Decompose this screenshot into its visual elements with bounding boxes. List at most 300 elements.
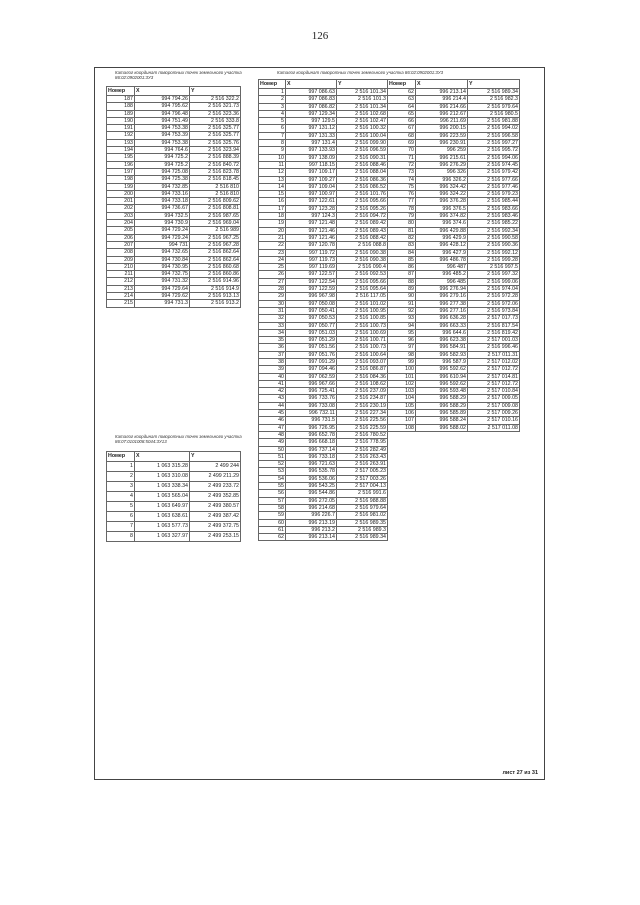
coord-x: 996 277.38 [416, 300, 468, 307]
coord-y: 2 516 987.65 [190, 212, 241, 219]
coord-y: 2 516 778.95 [337, 439, 388, 446]
coord-x: 997 121.48 [286, 220, 337, 227]
point-number: 90 [388, 293, 416, 300]
coord-x: 994 729.24 [135, 234, 190, 241]
coord-x: 994 733.16 [135, 190, 190, 197]
coord-x: 997 131.12 [286, 125, 337, 132]
coord-y: 2 516 979.42 [468, 169, 520, 176]
point-number: 92 [388, 307, 416, 314]
coord-y: 2 516 992.34 [468, 227, 520, 234]
coord-x: 996 663.33 [416, 322, 468, 329]
coord-x: 994 795.62 [135, 103, 190, 110]
coord-x: 996 485.2 [416, 271, 468, 278]
coord-y: 2 516 996.46 [468, 344, 520, 351]
table-row [107, 522, 241, 532]
table-row [259, 483, 388, 490]
coord-x: 996 427.9 [416, 249, 468, 256]
coord-x: 997 122.59 [286, 286, 337, 293]
point-number: 195 [107, 154, 135, 161]
coord-y: 2 516 090.38 [337, 256, 388, 263]
table-row [259, 322, 388, 329]
coord-y: 2 516 263.91 [337, 461, 388, 468]
table-row [388, 220, 520, 227]
coord-y: 2 499 352.85 [190, 492, 241, 502]
coord-y: 2 516 100.04 [337, 132, 388, 139]
table-row [107, 139, 241, 146]
point-number: 207 [107, 241, 135, 248]
coord-x: 997 100.97 [286, 191, 337, 198]
table-row [259, 519, 388, 526]
point-number: 189 [107, 110, 135, 117]
coord-y: 2 516 862.64 [190, 256, 241, 263]
table-row [107, 103, 241, 110]
coord-x: 994 732.65 [135, 249, 190, 256]
point-number: 67 [388, 125, 416, 132]
table-row [259, 497, 388, 504]
table-row [388, 140, 520, 147]
table-row [259, 256, 388, 263]
point-number: 69 [388, 140, 416, 147]
table-row [107, 198, 241, 205]
table-row [259, 242, 388, 249]
point-number: 9 [259, 147, 286, 154]
point-number: 106 [388, 410, 416, 417]
coord-y: 2 517 017.73 [468, 315, 520, 322]
point-number: 93 [388, 315, 416, 322]
table-row [388, 176, 520, 183]
coord-x: 996 486.78 [416, 256, 468, 263]
coord-x: 996 733.18 [286, 453, 337, 460]
coord-x: 996 652.78 [286, 431, 337, 438]
table-row [259, 213, 388, 220]
coord-x: 994 736.67 [135, 205, 190, 212]
coord-x: 994 796.48 [135, 110, 190, 117]
point-number: 193 [107, 139, 135, 146]
coord-x: 996 259 [416, 147, 468, 154]
coord-y: 2 516 860.86 [190, 271, 241, 278]
table-row [388, 147, 520, 154]
coord-x: 996 732.11 [286, 410, 337, 417]
table-row [259, 161, 388, 168]
point-number: 71 [388, 154, 416, 161]
coord-x: 994 751.49 [135, 117, 190, 124]
point-number: 1 [107, 462, 135, 472]
point-number: 17 [259, 205, 286, 212]
coord-x: 994 731.32 [135, 278, 190, 285]
table-row [107, 161, 241, 168]
coord-x: 997 123.28 [286, 205, 337, 212]
table-row [107, 234, 241, 241]
coord-x: 994 753.38 [135, 139, 190, 146]
point-number: 68 [388, 132, 416, 139]
coord-y: 2 516 992.12 [468, 249, 520, 256]
coord-y: 2 516 810 [190, 190, 241, 197]
table-row [259, 103, 388, 110]
point-number: 46 [259, 417, 286, 424]
coord-y: 2 517 012.72 [468, 366, 520, 373]
point-number: 37 [259, 351, 286, 358]
coord-x: 997 051.29 [286, 337, 337, 344]
coord-x: 996 585.89 [416, 410, 468, 417]
coord-y: 2 516 084.36 [337, 373, 388, 380]
coord-y: 2 516 323.94 [190, 147, 241, 154]
point-number: 108 [388, 424, 416, 431]
table-row [388, 417, 520, 424]
table-row [107, 482, 241, 492]
coord-x: 994 725.38 [135, 176, 190, 183]
table-row [259, 380, 388, 387]
coord-x: 996 721.63 [286, 461, 337, 468]
table-row [259, 402, 388, 409]
coord-x: 996 279.16 [416, 293, 468, 300]
table-row [259, 468, 388, 475]
point-number: 6 [107, 512, 135, 522]
table-row [259, 205, 388, 212]
coord-x: 996 733.76 [286, 395, 337, 402]
coord-y: 2 516 086.36 [337, 176, 388, 183]
table-row [107, 285, 241, 292]
point-number: 57 [259, 497, 286, 504]
table-row [259, 132, 388, 139]
table-row [388, 125, 520, 132]
header-y: Y [190, 452, 241, 462]
coord-y: 2 499 372.75 [190, 522, 241, 532]
point-number: 77 [388, 198, 416, 205]
coord-y: 2 516 985.44 [468, 198, 520, 205]
point-number: 4 [259, 110, 286, 117]
coord-y: 2 516 979.64 [337, 504, 388, 511]
coord-y: 2 517 005.23 [337, 468, 388, 475]
coord-y: 2 516 840.72 [190, 161, 241, 168]
coord-y: 2 516 862.64 [190, 249, 241, 256]
table-row [388, 286, 520, 293]
coord-y: 2 516 323.36 [190, 110, 241, 117]
table-row [388, 271, 520, 278]
coord-y: 2 516 089.43 [337, 227, 388, 234]
header-number: Номер [259, 80, 286, 89]
coord-y: 2 516 913.2 [190, 300, 241, 307]
coord-x: 994 753.38 [135, 125, 190, 132]
table-row [107, 492, 241, 502]
table-row [388, 110, 520, 117]
table-row [388, 227, 520, 234]
table-row [388, 366, 520, 373]
coord-y: 2 517 003.26 [337, 475, 388, 482]
table-row [388, 234, 520, 241]
coord-y: 2 516 100.71 [337, 337, 388, 344]
table-row [259, 227, 388, 234]
coord-y: 2 517 004.13 [337, 483, 388, 490]
coord-y: 2 516 969.04 [190, 220, 241, 227]
table-row [107, 96, 241, 103]
coord-y: 2 516 101.34 [337, 103, 388, 110]
coord-x: 996 326.2 [416, 176, 468, 183]
coord-y: 2 516 322.2 [190, 96, 241, 103]
table-row [107, 241, 241, 248]
table-row [388, 329, 520, 336]
coord-y: 2 517 010.16 [468, 417, 520, 424]
table-row [107, 154, 241, 161]
coord-y: 2 516 325.77 [190, 125, 241, 132]
coord-x: 1 063 315.28 [135, 462, 190, 472]
coord-y: 2 516 230.19 [337, 402, 388, 409]
coord-y: 2 516 818.45 [190, 176, 241, 183]
coord-y: 2 516 088.04 [337, 169, 388, 176]
coord-y: 2 516 989.35 [337, 519, 388, 526]
table-row [259, 453, 388, 460]
point-number: 23 [259, 249, 286, 256]
coord-x: 1 063 338.34 [135, 482, 190, 492]
point-number: 198 [107, 176, 135, 183]
coord-x: 994 729.64 [135, 285, 190, 292]
coord-y: 2 516 981.02 [337, 512, 388, 519]
coord-x: 996 214.68 [286, 504, 337, 511]
coord-x: 1 063 649.97 [135, 502, 190, 512]
table-row [259, 286, 388, 293]
coord-y: 2 516 983.66 [468, 205, 520, 212]
coord-y: 2 517 009.26 [468, 410, 520, 417]
coord-x: 996 588.02 [416, 424, 468, 431]
coord-x: 997 122.61 [286, 198, 337, 205]
point-number: 5 [107, 502, 135, 512]
coord-y: 2 516 979.23 [468, 191, 520, 198]
coord-y: 2 516 990.58 [468, 234, 520, 241]
point-number: 8 [107, 532, 135, 542]
coord-x: 997 051.03 [286, 329, 337, 336]
coord-y: 2 516 989.34 [468, 89, 520, 96]
table-row [107, 263, 241, 270]
coord-y: 2 516 090.38 [337, 249, 388, 256]
table-row [259, 300, 388, 307]
coord-x: 994 730.9 [135, 220, 190, 227]
coord-y: 2 516 972.28 [468, 293, 520, 300]
coord-x: 1 063 577.73 [135, 522, 190, 532]
table-row [107, 176, 241, 183]
point-number: 78 [388, 205, 416, 212]
point-number: 33 [259, 322, 286, 329]
coord-y: 2 516 994.02 [468, 125, 520, 132]
table-row [388, 380, 520, 387]
coord-x: 996 376.28 [416, 198, 468, 205]
coord-y: 2 516 819.42 [468, 329, 520, 336]
coord-x: 997 094.46 [286, 366, 337, 373]
coord-y: 2 516 995.72 [468, 147, 520, 154]
coord-y: 2 516 982.3 [468, 96, 520, 103]
table-row [388, 89, 520, 96]
coord-x: 996 588.24 [416, 417, 468, 424]
point-number: 4 [107, 492, 135, 502]
point-number: 3 [107, 482, 135, 492]
table-row [107, 117, 241, 124]
point-number: 2 [259, 96, 286, 103]
coord-x: 996 276.29 [416, 161, 468, 168]
table-row [388, 96, 520, 103]
point-number: 194 [107, 147, 135, 154]
coord-x: 997 121.46 [286, 234, 337, 241]
coord-x: 996 211.69 [416, 118, 468, 125]
point-number: 107 [388, 417, 416, 424]
point-number: 35 [259, 337, 286, 344]
header-number: Номер [107, 87, 135, 96]
table-row [259, 337, 388, 344]
point-number: 58 [259, 504, 286, 511]
header-number: Номер [388, 80, 416, 89]
point-number: 49 [259, 439, 286, 446]
coord-y: 2 516 100.85 [337, 315, 388, 322]
point-number: 82 [388, 234, 416, 241]
coord-y: 2 516 100.32 [337, 125, 388, 132]
point-number: 76 [388, 191, 416, 198]
point-number: 80 [388, 220, 416, 227]
point-number: 40 [259, 373, 286, 380]
point-number: 72 [388, 161, 416, 168]
coord-x: 994 730.84 [135, 256, 190, 263]
coord-x: 996 324.22 [416, 191, 468, 198]
coord-x: 997 129.5 [286, 118, 337, 125]
coord-x: 996 212.67 [416, 110, 468, 117]
coord-x: 996 326 [416, 169, 468, 176]
coord-y: 2 499 211.29 [190, 472, 241, 482]
coord-x: 997 119.72 [286, 249, 337, 256]
coord-x: 997 138.09 [286, 154, 337, 161]
point-number: 30 [259, 300, 286, 307]
point-number: 41 [259, 380, 286, 387]
coord-y: 2 516 994.06 [468, 154, 520, 161]
table-row [259, 358, 388, 365]
point-number: 210 [107, 263, 135, 270]
table-row [259, 264, 388, 271]
table-row [388, 307, 520, 314]
point-number: 11 [259, 161, 286, 168]
point-number: 22 [259, 242, 286, 249]
coord-x: 994 732.75 [135, 271, 190, 278]
coord-x: 996 725.41 [286, 388, 337, 395]
point-number: 36 [259, 344, 286, 351]
point-number: 202 [107, 205, 135, 212]
table-row [388, 191, 520, 198]
coord-x: 997 051.76 [286, 351, 337, 358]
table-row [259, 504, 388, 511]
table-row [259, 191, 388, 198]
coord-y: 2 516 974.04 [468, 286, 520, 293]
point-number: 34 [259, 329, 286, 336]
table-row [107, 132, 241, 139]
point-number: 20 [259, 227, 286, 234]
coord-x: 994 725.08 [135, 168, 190, 175]
coord-x: 997 109.17 [286, 169, 337, 176]
coord-y: 2 516 099.90 [337, 140, 388, 147]
point-number: 14 [259, 183, 286, 190]
point-number: 52 [259, 461, 286, 468]
coord-x: 996 374.6 [416, 220, 468, 227]
caption-table-a: Каталог координат поворотных точек земельного участка 86:02:0902001:3У3 [115, 70, 242, 81]
coord-x: 997 050.53 [286, 315, 337, 322]
table-row [259, 293, 388, 300]
coord-y: 2 516 095.66 [337, 278, 388, 285]
table-row [388, 183, 520, 190]
coord-y: 2 516 913.13 [190, 293, 241, 300]
point-number: 211 [107, 271, 135, 278]
coord-x: 997 122.54 [286, 278, 337, 285]
table-row [388, 424, 520, 431]
coord-x: 996 592.62 [416, 366, 468, 373]
coord-x: 997 050.08 [286, 300, 337, 307]
coord-y: 2 516 108.62 [337, 380, 388, 387]
table-row [107, 190, 241, 197]
coord-y: 2 516 101.3 [337, 96, 388, 103]
table-row [388, 278, 520, 285]
coord-y: 2 516 093.07 [337, 358, 388, 365]
coord-x: 996 731.5 [286, 417, 337, 424]
coord-x: 997 133.93 [286, 147, 337, 154]
point-number: 196 [107, 161, 135, 168]
coord-y: 2 516 090.31 [337, 154, 388, 161]
point-number: 47 [259, 424, 286, 431]
table-row [107, 212, 241, 219]
coord-y: 2 516 888.39 [190, 154, 241, 161]
coord-x: 996 967.98 [286, 293, 337, 300]
coord-y: 2 516 981.88 [468, 118, 520, 125]
point-number: 7 [107, 522, 135, 532]
coord-x: 1 063 638.61 [135, 512, 190, 522]
coord-x: 996 226.7 [286, 512, 337, 519]
coord-y: 2 516 967.28 [190, 241, 241, 248]
table-row [259, 154, 388, 161]
coordinates-table-a [106, 86, 241, 308]
point-number: 74 [388, 176, 416, 183]
coord-x: 994 764.6 [135, 147, 190, 154]
coord-x: 997 121.46 [286, 227, 337, 234]
coord-y: 2 516 234.87 [337, 395, 388, 402]
table-row [388, 293, 520, 300]
point-number: 61 [259, 526, 286, 533]
coord-y: 2 516 090.4 [337, 264, 388, 271]
coord-y: 2 516 914.96 [190, 278, 241, 285]
point-number: 215 [107, 300, 135, 307]
coord-y: 2 516 282.49 [337, 446, 388, 453]
coord-x: 997 122.57 [286, 271, 337, 278]
table-row [107, 256, 241, 263]
point-number: 70 [388, 147, 416, 154]
point-number: 84 [388, 249, 416, 256]
coord-y: 2 516 999.06 [468, 278, 520, 285]
coord-x: 997 050.77 [286, 322, 337, 329]
coord-x: 996 582.93 [416, 351, 468, 358]
coord-x: 996 429.88 [416, 227, 468, 234]
table-row [259, 395, 388, 402]
coord-y: 2 516 809.62 [190, 198, 241, 205]
coord-y: 2 516 088.8 [337, 242, 388, 249]
coord-x: 997 124.3 [286, 213, 337, 220]
point-number: 53 [259, 468, 286, 475]
point-number: 188 [107, 103, 135, 110]
table-row [388, 242, 520, 249]
coord-x: 996 644.6 [416, 329, 468, 336]
coord-x: 994 729.62 [135, 293, 190, 300]
table-row [259, 118, 388, 125]
table-row [107, 472, 241, 482]
coord-y: 2 516 095.66 [337, 198, 388, 205]
coord-x: 997 086.63 [286, 89, 337, 96]
table-row [259, 410, 388, 417]
coord-y: 2 516 991.6 [337, 490, 388, 497]
coord-y: 2 516 810 [190, 183, 241, 190]
header-x: X [416, 80, 468, 89]
coord-y: 2 516 089.42 [337, 220, 388, 227]
coord-y: 2 516 101.34 [337, 89, 388, 96]
coord-y: 2 516 088.46 [337, 161, 388, 168]
point-number: 85 [388, 256, 416, 263]
